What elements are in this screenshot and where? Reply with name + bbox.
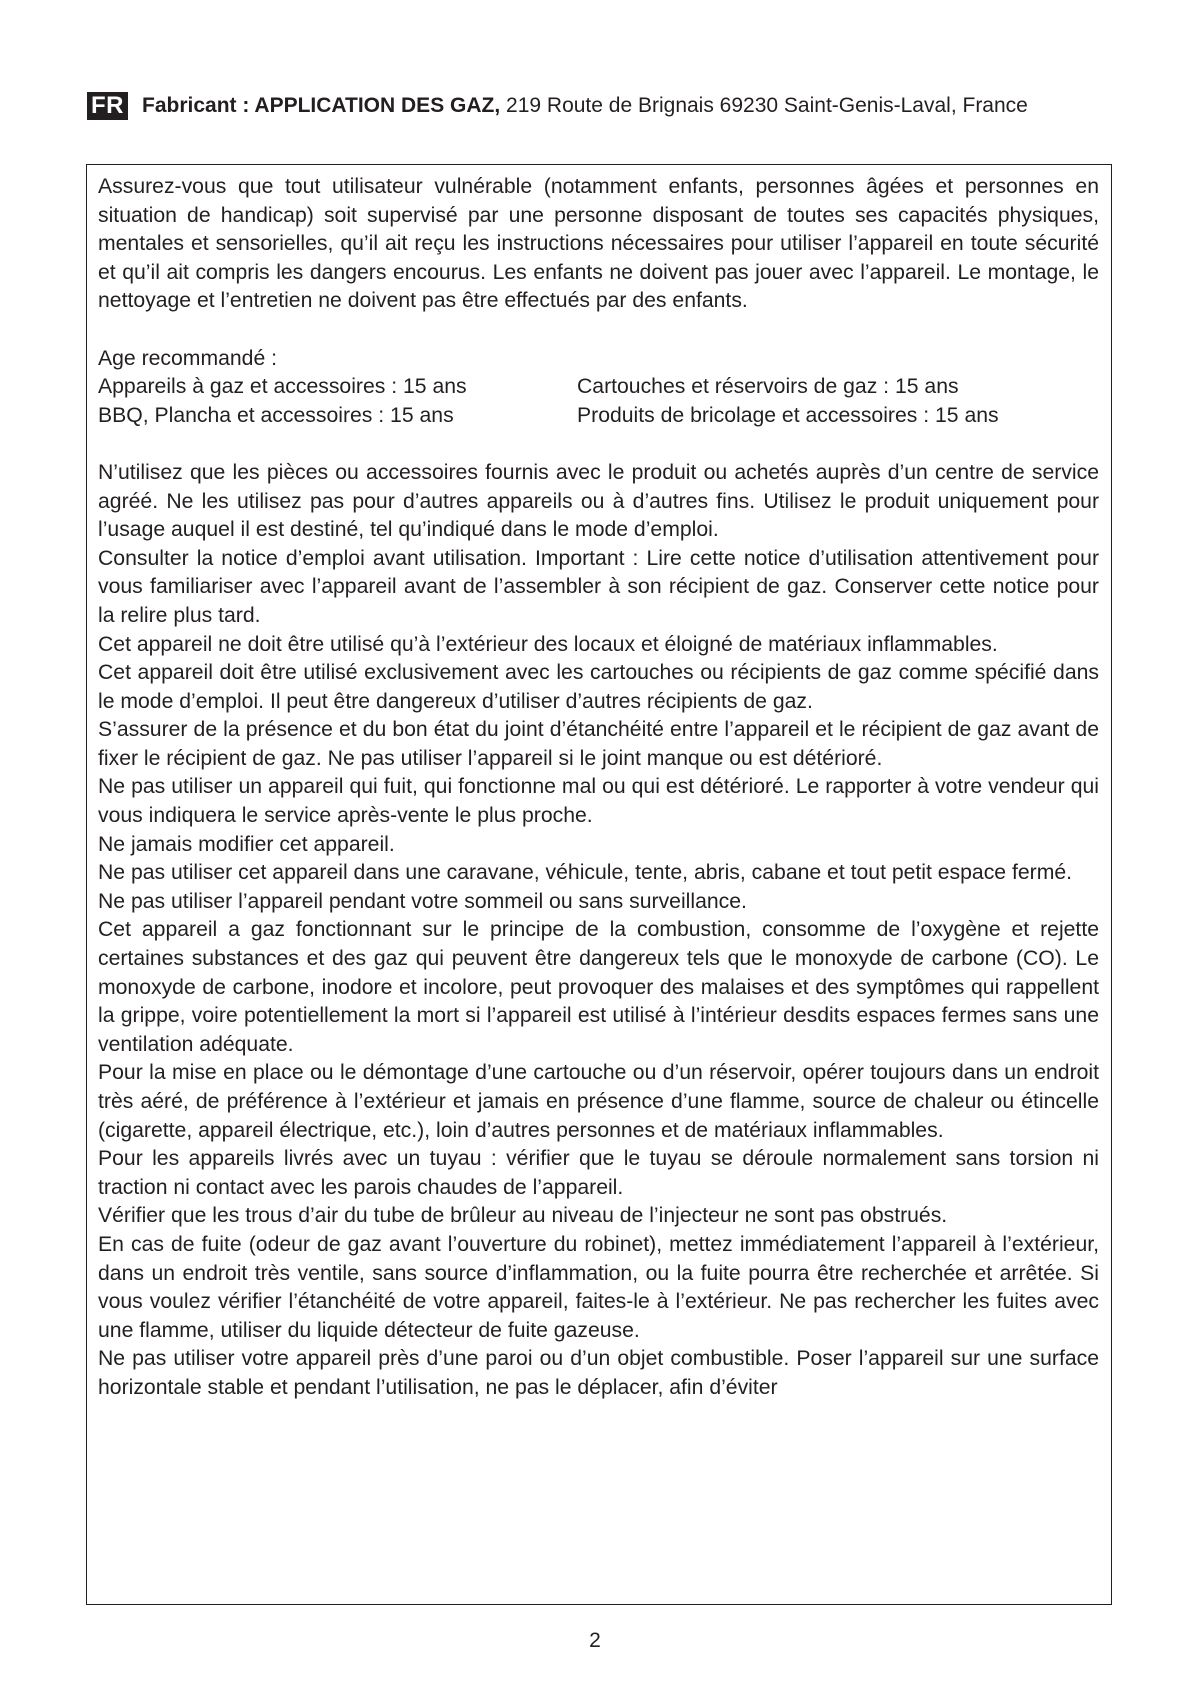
manufacturer-header (87, 92, 1028, 120)
manufacturer-address: 219 Route de Brignais 69230 Saint-Genis-Laval, France (500, 94, 1028, 117)
manufacturer-line (142, 92, 1028, 120)
instruction-paragraph: Cet appareil doit être utilisé exclusivement avec les cartouches ou récipients de gaz comme spécifié dans le mode d’emploi. Il peut être dangereux d’utiliser d’autres récipients de gaz. (98, 661, 1099, 713)
age-item: Produits de bricolage et accessoires : 15 ans (577, 403, 999, 427)
instruction-paragraph: Ne pas utiliser votre appareil près d’une paroi ou d’un objet combustible. Poser l’appareil sur une surface horizontale stable et pendant l’utilisation, ne pas le déplacer, afin d’éviter (98, 1347, 1099, 1399)
manufacturer-company: APPLICATION DES GAZ, (254, 94, 501, 117)
age-row (98, 373, 1099, 402)
instruction-paragraph: Consulter la notice d’emploi avant utilisation. Important : Lire cette notice d’utilisation attentivement pour vous familiariser avec l’appareil avant de l’assembler à son récipient de gaz. Conserver cette notice pour la relire plus tard. (98, 546, 1099, 627)
instruction-paragraph: Ne pas utiliser cet appareil dans une caravane, véhicule, tente, abris, cabane et tout petit espace fermé. (98, 861, 1073, 885)
instruction-paragraph: S’assurer de la présence et du bon état du joint d’étanchéité entre l’appareil et le récipient de gaz avant de fixer le récipient de gaz. Ne pas utiliser l’appareil si le joint manque ou est détérioré. (98, 718, 1099, 770)
instruction-paragraph: Vérifier que les trous d’air du tube de brûleur au niveau de l’injecteur ne sont pas obstrués. (98, 1204, 948, 1228)
intro-paragraph: Assurez-vous que tout utilisateur vulnérable (notamment enfants, personnes âgées et personnes en situation de handicap) soit supervisé par une personne disposant de toutes ses capacités physiques, mentales et sensorielles, qu’il ait reçu les instructions nécessaires pour utiliser l’appareil en toute sécurité et qu’il ait compris les dangers encourus. Les enfants ne doivent pas jouer avec l’appareil. Le montage, le nettoyage et l’entretien ne doivent pas être effectués par des enfants. (98, 175, 1099, 313)
age-item: Appareils à gaz et accessoires : 15 ans (98, 375, 467, 399)
instruction-paragraph: En cas de fuite (odeur de gaz avant l’ouverture du robinet), mettez immédiatement l’appareil à l’extérieur, dans un endroit très ventile, sans source d’inflammation, ou la fuite pourra être recherchée et arrêtée. Si vous voulez vérifier l’étanchéité de votre appareil, faites-le à l’extérieur. Ne pas rechercher les fuites avec une flamme, utiliser du liquide détecteur de fuite gazeuse. (98, 1232, 1099, 1342)
instruction-paragraph: Ne pas utiliser l’appareil pendant votre sommeil ou sans surveillance. (98, 889, 747, 913)
instruction-paragraph: Cet appareil a gaz fonctionnant sur le principe de la combustion, consomme de l’oxygène et rejette certaines substances et des gaz qui peuvent être dangereux tels que le monoxyde de carbone (CO). Le monoxyde de carbone, inodore et incolore, peut provoquer des malaises et des symptômes qui rappellent la grippe, voire potentiellement la mort si l’appareil est utilisé à l’intérieur desdits espaces fermes sans une ventilation adéquate. (98, 918, 1099, 1056)
recommended-age-section (98, 345, 1099, 431)
instruction-paragraph: Ne pas utiliser un appareil qui fuit, qui fonctionne mal ou qui est détérioré. Le rapporter à votre vendeur qui vous indiquera le service après-vente le plus proche. (98, 775, 1099, 828)
instruction-paragraph: N’utilisez que les pièces ou accessoires fournis avec le produit ou achetés auprès d’un centre de service agréé. Ne les utilisez pas pour d’autres appareils ou à d’autres fins. Utilisez le produit uniquement pour l’usage auquel il est destiné, tel qu’indiqué dans le mode d’emploi. (98, 460, 1099, 542)
spacer (98, 316, 1099, 345)
language-badge: FR (87, 92, 128, 120)
instruction-paragraph: Pour les appareils livrés avec un tuyau : vérifier que le tuyau se déroule normalement sans torsion ni traction ni contact avec les parois chaudes de l’appareil. (98, 1147, 1099, 1199)
manufacturer-label: Fabricant : (142, 94, 255, 117)
age-title: Age recommandé : (98, 346, 278, 370)
age-item: BBQ, Plancha et accessoires : 15 ans (98, 403, 454, 427)
safety-instructions-box (86, 164, 1112, 1605)
age-row (98, 402, 1099, 431)
page-number: 2 (589, 1629, 601, 1652)
instruction-paragraph: Pour la mise en place ou le démontage d’une cartouche ou d’un réservoir, opérer toujours dans un endroit très aéré, de préférence à l’extérieur et jamais en présence d’une flamme, source de chaleur ou étincelle (cigarette, appareil électrique, etc.), loin d’autres personnes et de matériaux inflammables. (98, 1061, 1099, 1142)
age-item: Cartouches et réservoirs de gaz : 15 ans (577, 375, 959, 399)
spacer (98, 430, 1099, 459)
instruction-paragraph: Cet appareil ne doit être utilisé qu’à l’extérieur des locaux et éloigné de matériaux inflammables. (98, 632, 998, 656)
instruction-paragraph: Ne jamais modifier cet appareil. (98, 832, 395, 856)
